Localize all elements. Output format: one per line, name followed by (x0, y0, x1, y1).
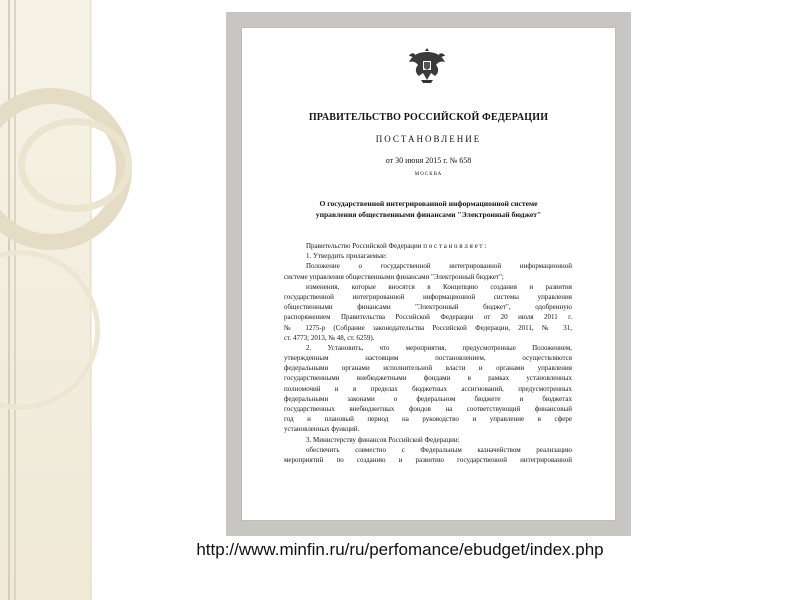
body-line: 2. Установить, что мероприятия, предусмотренные Положением, (306, 343, 572, 352)
body-line: год и плановый период на руководство и управление в сфере (284, 415, 572, 424)
body-line: установленных функций. (284, 425, 360, 434)
subject-line: О государственной интегрированной информационной системе (319, 199, 538, 208)
body-line: распоряжением Правительства Российской Федерации от 20 июля 2011 г. (284, 313, 572, 322)
source-url: http://www.minfin.ru/ru/perfomance/ebudget/index.php (196, 540, 604, 559)
body-line: ст. 4773; 2013, № 48, ст. 6259). (284, 333, 375, 342)
body-line: Правительство Российской Федерации п о с т а н о в л я е т : (306, 242, 487, 250)
russian-double-headed-eagle-icon (405, 42, 449, 86)
body-line: государственных внебюджетных фондов на соответствующий финансовый (284, 405, 572, 413)
body-line: изменения, которые вносятся в Концепцию создания и развития (306, 282, 572, 291)
body-line: государственной интегрированной информационной системы управления (284, 292, 572, 301)
body-line: утвержденным настоящим постановлением, осуществляются (284, 354, 572, 363)
document-city: МОСКВА (414, 172, 443, 177)
body-line: полномочий и в пределах бюджетных ассигнований, предусмотренных (284, 384, 572, 393)
body-line: общественными финансами "Электронный бюджет", одобренную (284, 303, 572, 312)
subject-line: управления общественными финансами "Электронный бюджет" (315, 210, 542, 219)
body-line: мероприятий по созданию и развитию государственной интегрированной (284, 455, 572, 464)
document-page (242, 28, 615, 520)
decorative-ring (18, 118, 132, 212)
body-line: государственными внебюджетными фондами в рамках установленных (284, 374, 572, 383)
document-type: ПОСТАНОВЛЕНИЕ (375, 134, 482, 144)
body-line: 1. Утвердить прилагаемые: (306, 252, 387, 261)
body-line: Положение о государственной интегрированной информационной (306, 262, 572, 271)
document-body (284, 241, 572, 465)
body-line: системе управления общественными финансами "Электронный бюджет"; (284, 272, 504, 281)
document-subject (290, 198, 567, 220)
body-line: № 1275-р (Собрание законодательства Российской Федерации, 2011, № 31, (284, 323, 572, 332)
body-line: 3. Министерству финансов Российской Федерации: (306, 435, 460, 444)
document-date-number: от 30 июня 2015 г. № 658 (385, 156, 472, 165)
body-line: обеспечить совместно с Федеральным казначейством реализацию (306, 445, 572, 454)
body-line: федеральными законами о федеральном бюджете и бюджетах (284, 394, 572, 403)
body-line: федеральными органами исполнительной власти и органами управления (284, 364, 572, 373)
government-title: ПРАВИТЕЛЬСТВО РОССИЙСКОЙ ФЕДЕРАЦИИ (308, 112, 549, 123)
